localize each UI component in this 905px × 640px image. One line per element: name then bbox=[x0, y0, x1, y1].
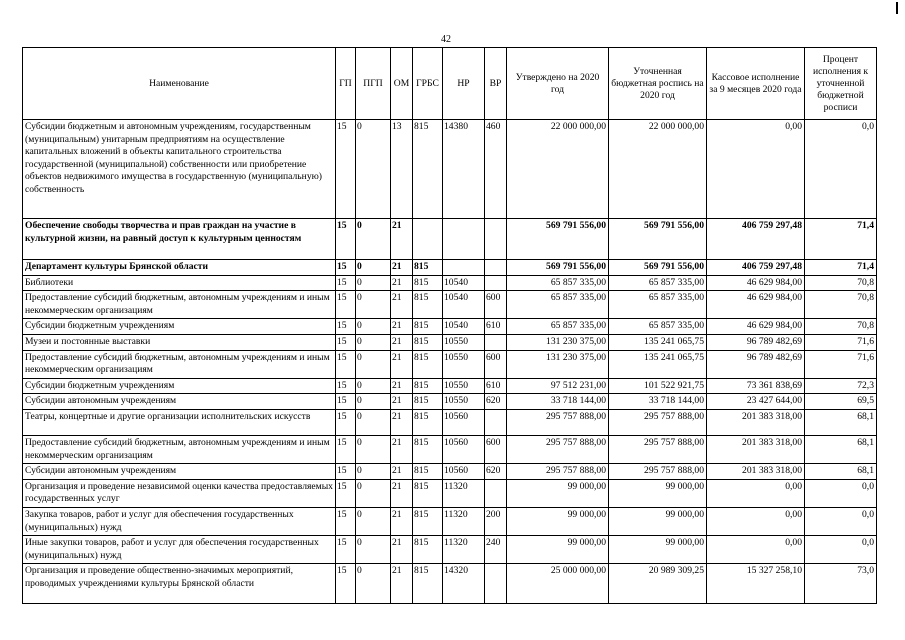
row-om: 13 bbox=[391, 120, 413, 219]
row-name: Предоставление субсидий бюджетным, автономным учреждениям и иным некоммерческим организациям bbox=[23, 291, 336, 319]
row-approved: 131 230 375,00 bbox=[507, 350, 609, 378]
row-approved: 65 857 335,00 bbox=[507, 275, 609, 291]
header-name: Наименование bbox=[23, 48, 336, 120]
row-refined: 569 791 556,00 bbox=[609, 260, 707, 276]
row-np: 10560 bbox=[443, 464, 485, 480]
table-row bbox=[23, 564, 877, 604]
row-gp: 15 bbox=[336, 334, 356, 350]
row-pgp: 0 bbox=[356, 260, 391, 276]
row-percent: 71,6 bbox=[805, 334, 877, 350]
row-vr bbox=[485, 409, 507, 435]
row-refined: 135 241 065,75 bbox=[609, 350, 707, 378]
row-grbs: 815 bbox=[413, 291, 443, 319]
row-cash: 46 629 984,00 bbox=[707, 291, 805, 319]
row-vr: 200 bbox=[485, 507, 507, 535]
row-vr: 600 bbox=[485, 350, 507, 378]
row-refined: 295 757 888,00 bbox=[609, 464, 707, 480]
row-vr: 460 bbox=[485, 120, 507, 219]
row-om: 21 bbox=[391, 319, 413, 335]
row-approved: 99 000,00 bbox=[507, 479, 609, 507]
row-om: 21 bbox=[391, 479, 413, 507]
row-approved: 295 757 888,00 bbox=[507, 435, 609, 463]
header-gp: ГП bbox=[336, 48, 356, 120]
row-percent: 0,0 bbox=[805, 479, 877, 507]
row-grbs: 815 bbox=[413, 409, 443, 435]
row-approved: 33 718 144,00 bbox=[507, 394, 609, 410]
row-approved: 25 000 000,00 bbox=[507, 564, 609, 604]
row-grbs: 815 bbox=[413, 260, 443, 276]
row-gp: 15 bbox=[336, 394, 356, 410]
row-refined: 569 791 556,00 bbox=[609, 219, 707, 260]
row-approved: 295 757 888,00 bbox=[507, 464, 609, 480]
row-cash: 406 759 297,48 bbox=[707, 260, 805, 276]
row-name: Субсидии автономным учреждениям bbox=[23, 464, 336, 480]
row-approved: 569 791 556,00 bbox=[507, 260, 609, 276]
row-om: 21 bbox=[391, 409, 413, 435]
row-om: 21 bbox=[391, 507, 413, 535]
row-np: 10550 bbox=[443, 334, 485, 350]
row-refined: 99 000,00 bbox=[609, 479, 707, 507]
row-vr bbox=[485, 334, 507, 350]
row-np bbox=[443, 260, 485, 276]
row-pgp: 0 bbox=[356, 334, 391, 350]
row-vr: 240 bbox=[485, 536, 507, 564]
row-np: 10550 bbox=[443, 394, 485, 410]
row-cash: 0,00 bbox=[707, 479, 805, 507]
row-cash: 201 383 318,00 bbox=[707, 464, 805, 480]
row-np: 10560 bbox=[443, 435, 485, 463]
row-om: 21 bbox=[391, 291, 413, 319]
table-row bbox=[23, 479, 877, 507]
table-row bbox=[23, 275, 877, 291]
row-grbs: 815 bbox=[413, 275, 443, 291]
header-percent: Процент исполнения к уточненной бюджетной росписи bbox=[805, 48, 877, 120]
row-om: 21 bbox=[391, 536, 413, 564]
row-approved: 99 000,00 bbox=[507, 536, 609, 564]
row-vr bbox=[485, 275, 507, 291]
row-percent: 0,0 bbox=[805, 507, 877, 535]
row-pgp: 0 bbox=[356, 564, 391, 604]
row-name: Библиотеки bbox=[23, 275, 336, 291]
row-percent: 68,1 bbox=[805, 409, 877, 435]
row-vr bbox=[485, 479, 507, 507]
row-cash: 0,00 bbox=[707, 536, 805, 564]
table-row bbox=[23, 319, 877, 335]
row-pgp: 0 bbox=[356, 319, 391, 335]
row-name: Театры, концертные и другие организации исполнительских искусств bbox=[23, 409, 336, 435]
row-percent: 0,0 bbox=[805, 120, 877, 219]
row-pgp: 0 bbox=[356, 378, 391, 394]
header-approved: Утверждено на 2020 год bbox=[507, 48, 609, 120]
row-np: 10540 bbox=[443, 275, 485, 291]
header-pgp: ПГП bbox=[356, 48, 391, 120]
row-pgp: 0 bbox=[356, 464, 391, 480]
row-vr bbox=[485, 260, 507, 276]
row-refined: 99 000,00 bbox=[609, 507, 707, 535]
row-pgp: 0 bbox=[356, 291, 391, 319]
header-grbs: ГРБС bbox=[413, 48, 443, 120]
row-cash: 0,00 bbox=[707, 120, 805, 219]
table-row bbox=[23, 435, 877, 463]
row-refined: 295 757 888,00 bbox=[609, 435, 707, 463]
row-approved: 65 857 335,00 bbox=[507, 291, 609, 319]
budget-table bbox=[22, 47, 877, 604]
row-name: Субсидии бюджетным и автономным учреждениям, государственным (муниципальным) унитарным предприятиям на осуществление капитальных вложений в объекты капитального строительства государственной (муниципальной) собственности или приобретение объектов недвижимого имущества в государственную (муниципальную) собственность bbox=[23, 120, 336, 219]
row-name: Закупка товаров, работ и услуг для обеспечения государственных (муниципальных) нужд bbox=[23, 507, 336, 535]
row-refined: 101 522 921,75 bbox=[609, 378, 707, 394]
row-vr bbox=[485, 564, 507, 604]
row-np: 10540 bbox=[443, 319, 485, 335]
row-name: Субсидии бюджетным учреждениям bbox=[23, 378, 336, 394]
row-np: 11320 bbox=[443, 536, 485, 564]
row-approved: 65 857 335,00 bbox=[507, 319, 609, 335]
row-grbs: 815 bbox=[413, 350, 443, 378]
row-percent: 70,8 bbox=[805, 291, 877, 319]
row-cash: 201 383 318,00 bbox=[707, 409, 805, 435]
row-vr: 620 bbox=[485, 464, 507, 480]
row-vr bbox=[485, 219, 507, 260]
row-vr: 600 bbox=[485, 435, 507, 463]
row-percent: 0,0 bbox=[805, 536, 877, 564]
row-pgp: 0 bbox=[356, 394, 391, 410]
row-name: Организация и проведение независимой оценки качества предоставляемых государственных услуг bbox=[23, 479, 336, 507]
row-name: Иные закупки товаров, работ и услуг для обеспечения государственных (муниципальных) нужд bbox=[23, 536, 336, 564]
row-cash: 96 789 482,69 bbox=[707, 334, 805, 350]
row-om: 21 bbox=[391, 350, 413, 378]
row-name: Субсидии бюджетным учреждениям bbox=[23, 319, 336, 335]
row-cash: 96 789 482,69 bbox=[707, 350, 805, 378]
row-om: 21 bbox=[391, 334, 413, 350]
row-pgp: 0 bbox=[356, 120, 391, 219]
row-refined: 22 000 000,00 bbox=[609, 120, 707, 219]
row-gp: 15 bbox=[336, 479, 356, 507]
row-om: 21 bbox=[391, 219, 413, 260]
row-name: Департамент культуры Брянской области bbox=[23, 260, 336, 276]
row-gp: 15 bbox=[336, 120, 356, 219]
row-pgp: 0 bbox=[356, 409, 391, 435]
row-gp: 15 bbox=[336, 275, 356, 291]
row-percent: 70,8 bbox=[805, 319, 877, 335]
row-approved: 97 512 231,00 bbox=[507, 378, 609, 394]
row-gp: 15 bbox=[336, 564, 356, 604]
row-approved: 295 757 888,00 bbox=[507, 409, 609, 435]
row-cash: 15 327 258,10 bbox=[707, 564, 805, 604]
row-grbs: 815 bbox=[413, 319, 443, 335]
row-grbs: 815 bbox=[413, 120, 443, 219]
row-approved: 22 000 000,00 bbox=[507, 120, 609, 219]
row-grbs: 815 bbox=[413, 378, 443, 394]
row-approved: 131 230 375,00 bbox=[507, 334, 609, 350]
row-grbs: 815 bbox=[413, 479, 443, 507]
row-percent: 73,0 bbox=[805, 564, 877, 604]
row-refined: 20 989 309,25 bbox=[609, 564, 707, 604]
table-row bbox=[23, 378, 877, 394]
row-gp: 15 bbox=[336, 319, 356, 335]
row-om: 21 bbox=[391, 435, 413, 463]
row-grbs: 815 bbox=[413, 464, 443, 480]
row-om: 21 bbox=[391, 464, 413, 480]
row-grbs bbox=[413, 219, 443, 260]
table-row bbox=[23, 394, 877, 410]
row-cash: 0,00 bbox=[707, 507, 805, 535]
page-number: 42 bbox=[441, 34, 451, 45]
row-grbs: 815 bbox=[413, 394, 443, 410]
row-cash: 201 383 318,00 bbox=[707, 435, 805, 463]
row-om: 21 bbox=[391, 275, 413, 291]
row-vr: 620 bbox=[485, 394, 507, 410]
row-np: 10560 bbox=[443, 409, 485, 435]
row-pgp: 0 bbox=[356, 275, 391, 291]
table-row bbox=[23, 120, 877, 219]
header-cash: Кассовое исполнение за 9 месяцев 2020 года bbox=[707, 48, 805, 120]
row-grbs: 815 bbox=[413, 435, 443, 463]
row-grbs: 815 bbox=[413, 507, 443, 535]
row-name: Предоставление субсидий бюджетным, автономным учреждениям и иным некоммерческим организациям bbox=[23, 350, 336, 378]
row-om: 21 bbox=[391, 378, 413, 394]
row-cash: 46 629 984,00 bbox=[707, 319, 805, 335]
row-grbs: 815 bbox=[413, 334, 443, 350]
header-row bbox=[23, 48, 877, 120]
row-name: Предоставление субсидий бюджетным, автономным учреждениям и иным некоммерческим организациям bbox=[23, 435, 336, 463]
table-body bbox=[23, 120, 877, 604]
table-row bbox=[23, 260, 877, 276]
row-gp: 15 bbox=[336, 350, 356, 378]
row-om: 21 bbox=[391, 394, 413, 410]
row-gp: 15 bbox=[336, 464, 356, 480]
row-np: 10550 bbox=[443, 378, 485, 394]
row-refined: 33 718 144,00 bbox=[609, 394, 707, 410]
row-np: 11320 bbox=[443, 507, 485, 535]
row-refined: 295 757 888,00 bbox=[609, 409, 707, 435]
row-percent: 71,6 bbox=[805, 350, 877, 378]
row-percent: 68,1 bbox=[805, 464, 877, 480]
row-vr: 610 bbox=[485, 319, 507, 335]
row-gp: 15 bbox=[336, 409, 356, 435]
row-approved: 569 791 556,00 bbox=[507, 219, 609, 260]
table-row bbox=[23, 536, 877, 564]
row-percent: 69,5 bbox=[805, 394, 877, 410]
header-om: ОМ bbox=[391, 48, 413, 120]
row-refined: 99 000,00 bbox=[609, 536, 707, 564]
row-cash: 406 759 297,48 bbox=[707, 219, 805, 260]
row-percent: 68,1 bbox=[805, 435, 877, 463]
row-percent: 71,4 bbox=[805, 260, 877, 276]
row-gp: 15 bbox=[336, 219, 356, 260]
row-refined: 65 857 335,00 bbox=[609, 275, 707, 291]
row-percent: 71,4 bbox=[805, 219, 877, 260]
row-np: 11320 bbox=[443, 479, 485, 507]
row-gp: 15 bbox=[336, 507, 356, 535]
row-gp: 15 bbox=[336, 435, 356, 463]
row-percent: 70,8 bbox=[805, 275, 877, 291]
row-name: Субсидии автономным учреждениям bbox=[23, 394, 336, 410]
row-approved: 99 000,00 bbox=[507, 507, 609, 535]
row-cash: 73 361 838,69 bbox=[707, 378, 805, 394]
table-row bbox=[23, 409, 877, 435]
table-row bbox=[23, 507, 877, 535]
table-row bbox=[23, 464, 877, 480]
row-pgp: 0 bbox=[356, 350, 391, 378]
table-row bbox=[23, 219, 877, 260]
row-pgp: 0 bbox=[356, 479, 391, 507]
row-cash: 23 427 644,00 bbox=[707, 394, 805, 410]
row-refined: 65 857 335,00 bbox=[609, 291, 707, 319]
row-gp: 15 bbox=[336, 260, 356, 276]
row-gp: 15 bbox=[336, 536, 356, 564]
table-row bbox=[23, 334, 877, 350]
row-np: 10550 bbox=[443, 350, 485, 378]
row-refined: 135 241 065,75 bbox=[609, 334, 707, 350]
row-pgp: 0 bbox=[356, 219, 391, 260]
row-om: 21 bbox=[391, 260, 413, 276]
row-np: 14320 bbox=[443, 564, 485, 604]
row-om: 21 bbox=[391, 564, 413, 604]
row-percent: 72,3 bbox=[805, 378, 877, 394]
row-name: Обеспечение свободы творчества и прав граждан на участие в культурной жизни, на равный доступ к культурным ценностям bbox=[23, 219, 336, 260]
row-pgp: 0 bbox=[356, 507, 391, 535]
scan-edge-mark bbox=[896, 2, 898, 14]
row-name: Организация и проведение общественно-значимых мероприятий, проводимых учреждениями культуры Брянской области bbox=[23, 564, 336, 604]
header-vr: ВР bbox=[485, 48, 507, 120]
row-name: Музеи и постоянные выставки bbox=[23, 334, 336, 350]
header-refined: Уточненная бюджетная роспись на 2020 год bbox=[609, 48, 707, 120]
row-gp: 15 bbox=[336, 378, 356, 394]
row-grbs: 815 bbox=[413, 564, 443, 604]
row-pgp: 0 bbox=[356, 536, 391, 564]
row-vr: 600 bbox=[485, 291, 507, 319]
row-cash: 46 629 984,00 bbox=[707, 275, 805, 291]
row-np bbox=[443, 219, 485, 260]
row-vr: 610 bbox=[485, 378, 507, 394]
row-pgp: 0 bbox=[356, 435, 391, 463]
row-np: 14380 bbox=[443, 120, 485, 219]
table-row bbox=[23, 350, 877, 378]
row-refined: 65 857 335,00 bbox=[609, 319, 707, 335]
header-np: НР bbox=[443, 48, 485, 120]
table-row bbox=[23, 291, 877, 319]
row-gp: 15 bbox=[336, 291, 356, 319]
row-np: 10540 bbox=[443, 291, 485, 319]
row-grbs: 815 bbox=[413, 536, 443, 564]
